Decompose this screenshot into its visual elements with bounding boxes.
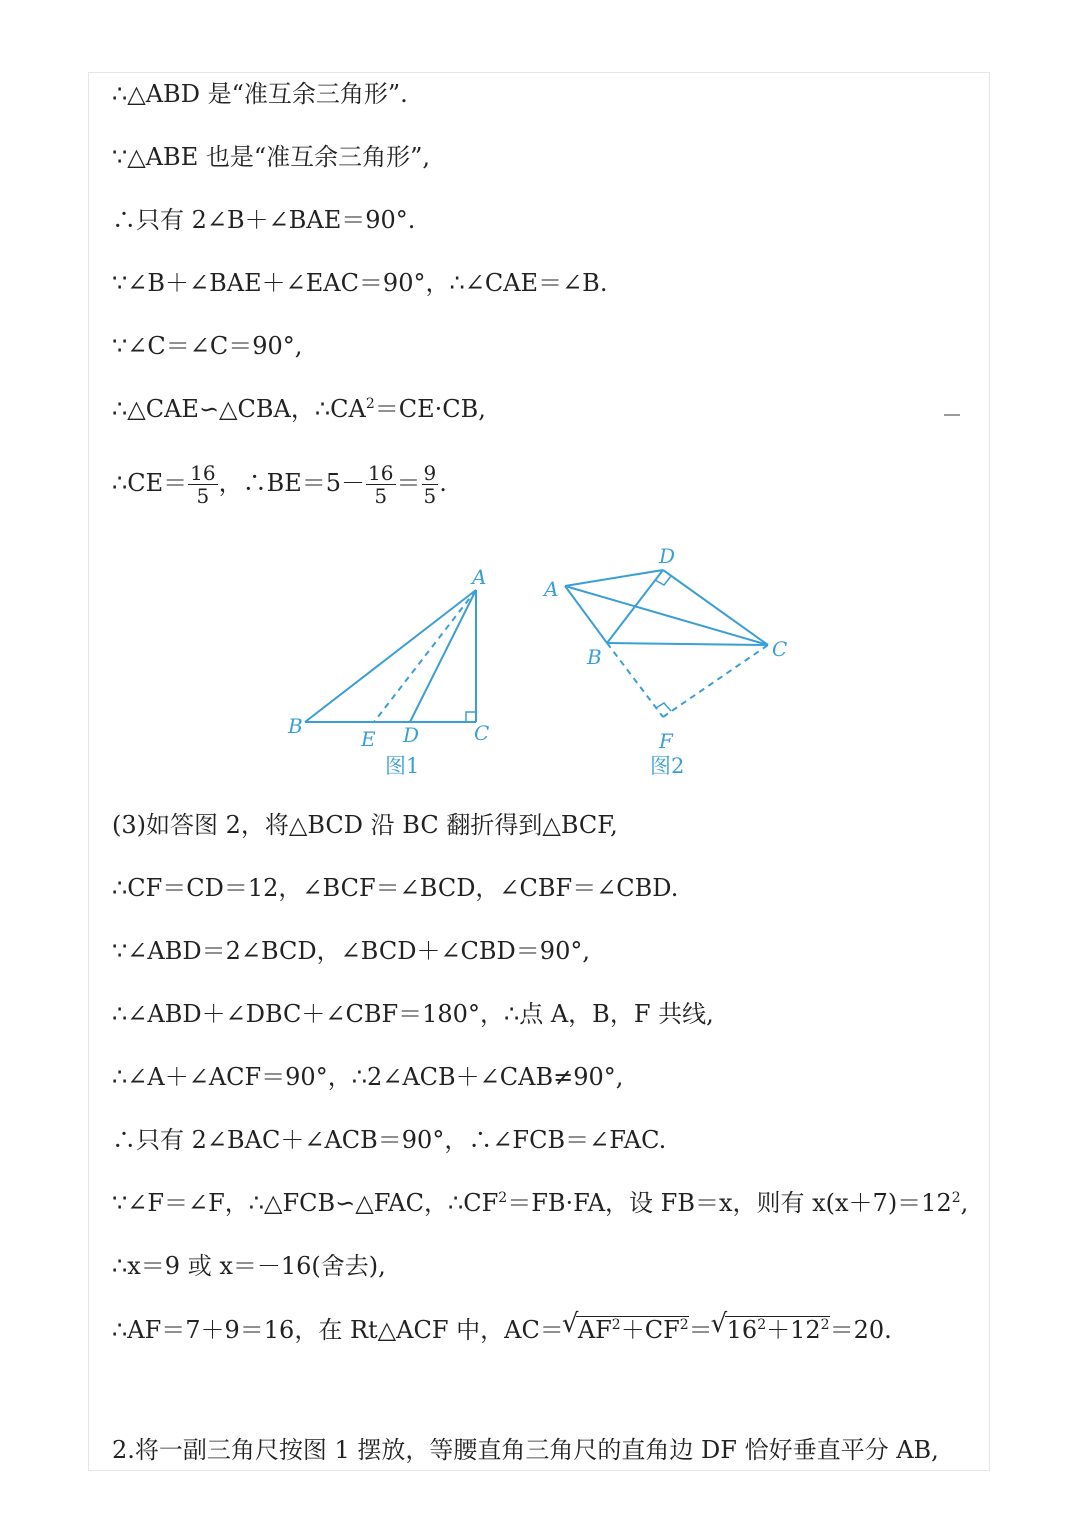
numerator: 16 [368, 461, 394, 485]
label-B: B [288, 714, 303, 738]
segment-AD [565, 570, 663, 586]
segment-BD [607, 570, 663, 643]
segment-BF [607, 643, 663, 717]
superscript: 2 [679, 1317, 689, 1333]
text-line-12: ∴∠A＋∠ACF＝90°，∴2∠ACB＋∠CAB≠90°, [112, 1063, 624, 1091]
text-seg: ，∴BE＝5－ [218, 469, 366, 497]
superscript: 2 [611, 1317, 621, 1333]
text-seg: 16 [726, 1316, 758, 1344]
text-line-16 [112, 1315, 892, 1345]
square-root [576, 1316, 689, 1343]
text-line-17: 2.将一副三角尺按图 1 摆放，等腰直角三角尺的直角边 DF 恰好垂直平分 AB, [112, 1436, 939, 1464]
label-C: C [474, 721, 490, 745]
text-line-4: ∵∠B＋∠BAE＋∠EAC＝90°，∴∠CAE＝∠B. [112, 269, 608, 297]
text-line-10: ∵∠ABD＝2∠BCD，∠BCD＋∠CBD＝90°, [112, 937, 590, 965]
superscript: 2 [951, 1190, 961, 1206]
text-line-8: (3)如答图 2，将△BCD 沿 BC 翻折得到△BCF, [112, 811, 618, 839]
text-seg: ＝ [688, 1316, 713, 1344]
segment-AD [410, 590, 476, 722]
numerator: 9 [423, 461, 437, 485]
segment-AB [565, 586, 607, 643]
figure-1-caption: 图1 [385, 754, 420, 778]
text-line-2: ∵△ABE 也是“准互余三角形”, [112, 143, 431, 171]
text-seg: ＝20. [829, 1316, 892, 1344]
label-D: D [403, 723, 420, 747]
label-A: A [544, 577, 559, 601]
figure-2-caption: 图2 [650, 754, 685, 778]
text-seg: ∴AF＝7＋9＝16，在 Rt△ACF 中，AC＝ [112, 1316, 564, 1344]
text-seg: ∴△CAE∽△CBA，∴CA [112, 395, 366, 423]
label-F: F [659, 729, 673, 753]
text-seg: ＋CF [620, 1316, 680, 1344]
text-line-3: ∴只有 2∠B＋∠BAE＝90°. [112, 206, 416, 234]
segment-BC [607, 643, 768, 645]
text-line-11: ∴∠ABD＋∠DBC＋∠CBF＝180°，∴点 A，B，F 共线, [112, 1000, 714, 1028]
superscript: 2 [498, 1190, 508, 1206]
text-line-1: ∴△ABD 是“准互余三角形”. [112, 80, 408, 108]
text-line-14 [112, 1188, 968, 1218]
label-A: A [472, 565, 487, 589]
text-seg: ∵∠F＝∠F，∴△FCB∽△FAC，∴CF [112, 1189, 499, 1217]
text-seg: . [439, 469, 447, 497]
label-E: E [361, 727, 376, 751]
text-seg: ＝CE·CB, [374, 395, 486, 423]
text-seg: ＝ [396, 469, 421, 497]
denominator: 5 [374, 484, 388, 508]
segment-AB [305, 590, 476, 722]
square-root [725, 1316, 830, 1343]
figure-2-diagram [565, 570, 768, 717]
text-seg: ∴CE＝ [112, 469, 188, 497]
text-line-5: ∵∠C＝∠C＝90°, [112, 332, 303, 360]
denominator: 5 [423, 484, 437, 508]
label-D: D [659, 544, 676, 568]
text-seg: ＝FB·FA，设 FB＝x，则有 x(x＋7)＝12 [507, 1189, 952, 1217]
label-C: C [772, 637, 788, 661]
text-seg: ＋12 [766, 1316, 821, 1344]
text-line-9: ∴CF＝CD＝12，∠BCF＝∠BCD，∠CBF＝∠CBD. [112, 874, 679, 902]
superscript: 2 [820, 1317, 830, 1333]
figure-2-labels [542, 544, 787, 753]
superscript: 2 [757, 1317, 767, 1333]
text-line-15: ∴x＝9 或 x＝－16(舍去), [112, 1252, 386, 1280]
segment-FC [663, 645, 768, 717]
label-B: B [587, 645, 602, 669]
right-angle-mark-F [656, 703, 671, 711]
figure-1-diagram [305, 590, 476, 722]
denominator: 5 [196, 484, 210, 508]
text-seg: AF [577, 1316, 612, 1344]
segment-DC [663, 570, 768, 645]
numerator: 16 [190, 461, 216, 485]
superscript: 2 [365, 396, 375, 412]
text-line-13: ∴只有 2∠BAC＋∠ACB＝90°，∴∠FCB＝∠FAC. [112, 1126, 667, 1154]
text-seg: , [960, 1189, 969, 1217]
segment-AC [565, 586, 768, 645]
